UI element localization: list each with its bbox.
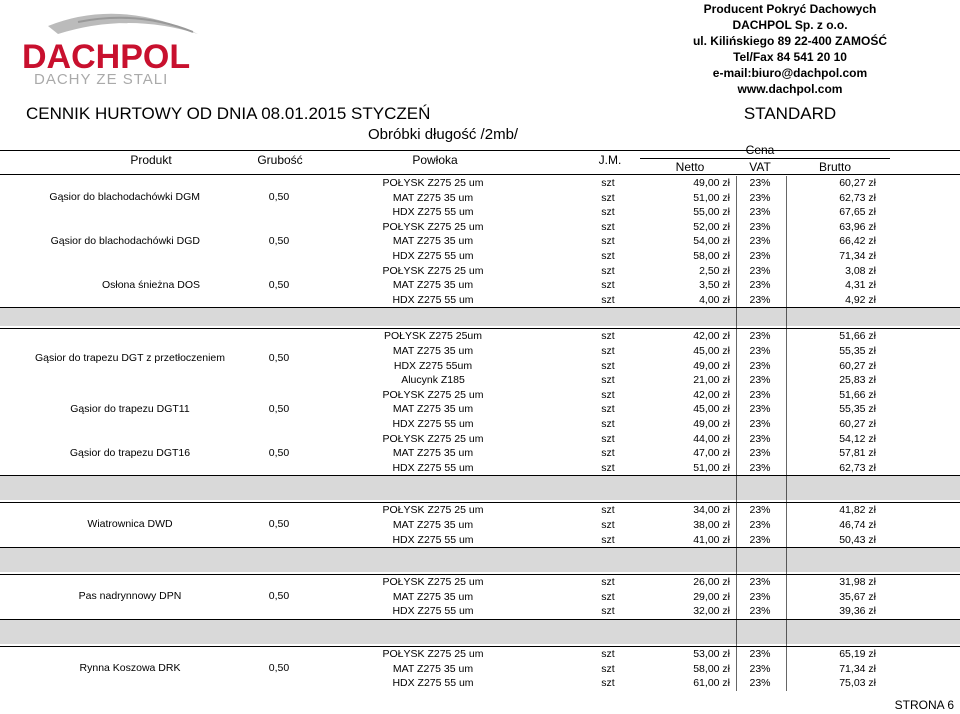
page-number: STRONA 6 <box>894 698 954 712</box>
vline-vat-brutto <box>786 176 787 691</box>
cell-coating: POŁYSK Z275 25 um <box>382 388 484 401</box>
cell-price-net: 42,00 zł <box>693 330 730 343</box>
cell-unit: szt <box>601 662 615 675</box>
cell-unit: szt <box>601 432 615 445</box>
cell-price-net: 2,50 zł <box>699 264 730 277</box>
table-row <box>0 503 960 518</box>
cell-coating: POŁYSK Z275 25 um <box>382 432 484 445</box>
cell-coating: MAT Z275 35 um <box>392 279 474 292</box>
cell-price-gross: 60,27 zł <box>839 418 876 430</box>
cell-coating: HDX Z275 55 um <box>392 418 474 430</box>
cell-unit: szt <box>601 590 615 603</box>
table-row <box>0 293 960 308</box>
cell-price-net: 4,00 zł <box>699 293 730 306</box>
cell-coating: MAT Z275 35 um <box>392 345 474 357</box>
cell-vat-rate: 23% <box>749 533 771 546</box>
cell-coating: Alucynk Z185 <box>401 374 465 387</box>
cell-price-gross: 25,83 zł <box>839 374 876 387</box>
company-line: Tel/Fax 84 541 20 10 <box>733 50 847 64</box>
cell-unit: szt <box>601 447 615 460</box>
table-row <box>0 373 960 388</box>
table-row <box>0 417 960 432</box>
cell-price-net: 26,00 zł <box>693 576 730 589</box>
cell-price-gross: 55,35 zł <box>839 345 876 357</box>
cell-price-net: 51,00 zł <box>693 461 730 474</box>
cell-coating: HDX Z275 55um <box>393 359 473 372</box>
cell-price-net: 52,00 zł <box>693 220 730 233</box>
header-bottom-line <box>0 174 960 175</box>
table-row <box>0 249 960 264</box>
cell-unit: szt <box>601 206 615 219</box>
cell-coating: POŁYSK Z275 25 um <box>382 648 484 660</box>
cell-vat-rate: 23% <box>749 374 771 387</box>
cell-unit: szt <box>601 533 615 546</box>
cell-price-net: 47,00 zł <box>693 447 730 460</box>
cell-coating: MAT Z275 35 um <box>392 519 474 531</box>
product-thickness: 0,50 <box>268 661 290 674</box>
cell-price-gross: 4,92 zł <box>845 293 876 306</box>
cell-vat-rate: 23% <box>749 345 771 357</box>
cell-price-gross: 46,74 zł <box>839 519 876 531</box>
cell-price-gross: 4,31 zł <box>845 279 876 292</box>
subtitle: Obróbki długość /2mb/ <box>368 126 519 143</box>
cell-unit: szt <box>601 293 615 306</box>
company-line: ul. Kilińskiego 89 22-400 ZAMOŚĆ <box>692 34 888 48</box>
cell-price-net: 45,00 zł <box>693 403 730 416</box>
cell-coating: MAT Z275 35 um <box>392 403 474 416</box>
cell-vat-rate: 23% <box>749 605 771 618</box>
cell-price-gross: 31,98 zł <box>839 576 876 589</box>
cell-unit: szt <box>601 648 615 660</box>
company-line: www.dachpol.com <box>737 82 843 96</box>
dachpol-logo <box>18 4 228 86</box>
cell-coating: POŁYSK Z275 25 um <box>382 264 484 277</box>
table-row <box>0 329 960 344</box>
cell-unit: szt <box>601 461 615 474</box>
cell-unit: szt <box>601 576 615 589</box>
cell-price-gross: 63,96 zł <box>839 220 876 233</box>
product-name: Rynna Koszowa DRK <box>79 661 181 674</box>
group-separator <box>0 620 960 644</box>
cell-coating: HDX Z275 55 um <box>392 605 474 618</box>
cena-underline <box>640 158 890 159</box>
cell-price-gross: 71,34 zł <box>839 250 876 262</box>
cell-price-gross: 60,27 zł <box>839 177 876 189</box>
cell-coating: POŁYSK Z275 25 um <box>382 576 484 589</box>
cell-vat-rate: 23% <box>749 418 771 430</box>
group-separator <box>0 548 960 572</box>
cell-price-gross: 71,34 zł <box>839 662 876 675</box>
cell-vat-rate: 23% <box>749 432 771 445</box>
cell-unit: szt <box>601 177 615 189</box>
cell-price-net: 61,00 zł <box>693 677 730 690</box>
cell-price-gross: 50,43 zł <box>839 533 876 546</box>
cell-coating: POŁYSK Z275 25 um <box>382 504 484 517</box>
separator-line <box>0 547 960 548</box>
table-row <box>0 388 960 403</box>
cell-price-net: 34,00 zł <box>693 504 730 517</box>
cell-unit: szt <box>601 403 615 416</box>
table-row <box>0 176 960 191</box>
table-row <box>0 446 960 461</box>
cell-price-net: 54,00 zł <box>693 235 730 248</box>
product-thickness: 0,50 <box>268 351 290 364</box>
logo-swoosh-icon <box>18 4 228 86</box>
cell-coating: MAT Z275 35 um <box>392 590 474 603</box>
cell-price-net: 42,00 zł <box>693 388 730 401</box>
cell-price-gross: 75,03 zł <box>839 677 876 690</box>
table-row <box>0 278 960 293</box>
product-name: Gąsior do trapezu DGT z przetłoczeniem <box>34 351 226 364</box>
product-name: Pas nadrynnowy DPN <box>78 590 182 603</box>
cell-price-net: 29,00 zł <box>693 590 730 603</box>
cell-unit: szt <box>601 677 615 690</box>
cell-vat-rate: 23% <box>749 264 771 277</box>
cell-unit: szt <box>601 264 615 277</box>
cell-unit: szt <box>601 359 615 372</box>
cell-price-gross: 39,36 zł <box>839 605 876 618</box>
cell-vat-rate: 23% <box>749 293 771 306</box>
cell-vat-rate: 23% <box>749 576 771 589</box>
cell-price-gross: 51,66 zł <box>839 388 876 401</box>
header-powloka: Powłoka <box>412 153 458 167</box>
table-row <box>0 432 960 447</box>
table-row <box>0 518 960 533</box>
cell-price-gross: 62,73 zł <box>839 461 876 474</box>
cell-vat-rate: 23% <box>749 403 771 416</box>
header-cena: Cena <box>745 143 775 157</box>
cell-price-net: 53,00 zł <box>693 648 730 660</box>
cell-coating: POŁYSK Z275 25 um <box>382 220 484 233</box>
table-row <box>0 234 960 249</box>
cell-unit: szt <box>601 504 615 517</box>
product-name: Gąsior do trapezu DGT16 <box>69 446 191 459</box>
cell-price-net: 49,00 zł <box>693 177 730 189</box>
cell-price-gross: 62,73 zł <box>839 191 876 204</box>
table-row <box>0 590 960 605</box>
table-row <box>0 359 960 374</box>
cell-unit: szt <box>601 345 615 357</box>
cell-coating: MAT Z275 35 um <box>392 447 474 460</box>
table-row <box>0 575 960 590</box>
group-separator <box>0 476 960 500</box>
cell-unit: szt <box>601 279 615 292</box>
cell-price-gross: 54,12 zł <box>839 432 876 445</box>
table-row <box>0 662 960 677</box>
cell-vat-rate: 23% <box>749 359 771 372</box>
cell-vat-rate: 23% <box>749 177 771 189</box>
table-row <box>0 461 960 476</box>
cell-coating: HDX Z275 55 um <box>392 533 474 546</box>
group-separator <box>0 308 960 326</box>
cell-vat-rate: 23% <box>749 250 771 262</box>
table-row <box>0 191 960 206</box>
cell-vat-rate: 23% <box>749 330 771 343</box>
cell-price-net: 38,00 zł <box>693 519 730 531</box>
cell-price-gross: 67,65 zł <box>839 206 876 219</box>
cell-vat-rate: 23% <box>749 220 771 233</box>
product-name: Wiatrownica DWD <box>87 518 173 531</box>
cell-vat-rate: 23% <box>749 191 771 204</box>
header-grubosc: Grubość <box>257 153 303 167</box>
cell-price-net: 51,00 zł <box>693 191 730 204</box>
cell-price-net: 21,00 zł <box>693 374 730 387</box>
product-name: Osłona śnieżna DOS <box>101 278 200 291</box>
cell-vat-rate: 23% <box>749 648 771 660</box>
logo-tagline: DACHY ZE STALI <box>34 71 169 86</box>
cell-price-net: 44,00 zł <box>693 432 730 445</box>
product-thickness: 0,50 <box>268 590 290 603</box>
cell-price-gross: 60,27 zł <box>839 359 876 372</box>
cell-price-net: 49,00 zł <box>693 359 730 372</box>
cell-vat-rate: 23% <box>749 235 771 248</box>
header-vat: VAT <box>749 160 771 174</box>
vline-netto-vat <box>736 176 737 691</box>
cell-vat-rate: 23% <box>749 519 771 531</box>
header-brutto: Brutto <box>818 160 851 174</box>
table-row <box>0 264 960 279</box>
cell-vat-rate: 23% <box>749 206 771 219</box>
separator-line <box>0 307 960 308</box>
table-row <box>0 533 960 548</box>
product-thickness: 0,50 <box>268 234 290 247</box>
cell-coating: POŁYSK Z275 25um <box>383 330 483 343</box>
product-name: Gąsior do blachodachówki DGM <box>49 190 200 203</box>
cell-price-net: 41,00 zł <box>693 533 730 546</box>
cell-unit: szt <box>601 388 615 401</box>
cell-price-net: 58,00 zł <box>693 250 730 262</box>
cell-coating: HDX Z275 55 um <box>392 461 474 474</box>
cell-price-gross: 66,42 zł <box>839 235 876 248</box>
product-thickness: 0,50 <box>268 278 290 291</box>
product-thickness: 0,50 <box>268 518 290 531</box>
product-name: Gąsior do blachodachówki DGD <box>50 234 200 247</box>
cell-vat-rate: 23% <box>749 504 771 517</box>
separator-line <box>0 475 960 476</box>
cell-vat-rate: 23% <box>749 447 771 460</box>
cell-price-net: 49,00 zł <box>693 418 730 430</box>
cell-coating: HDX Z275 55 um <box>392 250 474 262</box>
header-jm: J.M. <box>598 153 622 167</box>
cell-unit: szt <box>601 418 615 430</box>
cell-unit: szt <box>601 374 615 387</box>
cell-vat-rate: 23% <box>749 677 771 690</box>
cell-price-gross: 35,67 zł <box>839 590 876 603</box>
company-line: Producent Pokryć Dachowych <box>703 2 877 16</box>
cell-vat-rate: 23% <box>749 662 771 675</box>
cell-price-gross: 55,35 zł <box>839 403 876 416</box>
logo-brand: DACHPOL <box>22 38 191 76</box>
cell-unit: szt <box>601 191 615 204</box>
cell-price-gross: 51,66 zł <box>839 330 876 343</box>
cell-price-net: 3,50 zł <box>699 279 730 292</box>
cell-vat-rate: 23% <box>749 388 771 401</box>
cell-coating: MAT Z275 35 um <box>392 662 474 675</box>
cell-price-net: 45,00 zł <box>693 345 730 357</box>
product-thickness: 0,50 <box>268 402 290 415</box>
cell-coating: HDX Z275 55 um <box>392 677 474 690</box>
cell-coating: MAT Z275 35 um <box>392 235 474 248</box>
table-row <box>0 220 960 235</box>
cell-coating: HDX Z275 55 um <box>392 206 474 219</box>
company-line: e-mail:biuro@dachpol.com <box>712 66 868 80</box>
standard-label: STANDARD <box>743 104 837 123</box>
cell-unit: szt <box>601 235 615 248</box>
cell-vat-rate: 23% <box>749 590 771 603</box>
table-row <box>0 205 960 220</box>
cell-coating: HDX Z275 55 um <box>392 293 474 306</box>
cell-vat-rate: 23% <box>749 461 771 474</box>
cell-price-gross: 65,19 zł <box>839 648 876 660</box>
table-row <box>0 402 960 417</box>
table-row <box>0 647 960 662</box>
table-row <box>0 676 960 691</box>
product-thickness: 0,50 <box>268 190 290 203</box>
cell-price-net: 58,00 zł <box>693 662 730 675</box>
header-netto: Netto <box>675 160 705 174</box>
table-row <box>0 344 960 359</box>
cell-coating: MAT Z275 35 um <box>392 191 474 204</box>
cell-unit: szt <box>601 250 615 262</box>
header-top-line <box>0 150 960 151</box>
cell-unit: szt <box>601 519 615 531</box>
cell-price-gross: 3,08 zł <box>845 264 876 277</box>
cell-unit: szt <box>601 330 615 343</box>
cell-vat-rate: 23% <box>749 279 771 292</box>
header-produkt: Produkt <box>130 153 172 167</box>
cell-unit: szt <box>601 605 615 618</box>
cell-price-gross: 41,82 zł <box>839 504 876 517</box>
separator-line <box>0 619 960 620</box>
product-name: Gąsior do trapezu DGT11 <box>70 402 190 415</box>
company-line: DACHPOL Sp. z o.o. <box>732 18 848 32</box>
table-row <box>0 604 960 619</box>
cell-unit: szt <box>601 220 615 233</box>
cell-price-net: 32,00 zł <box>693 605 730 618</box>
page-title: CENNIK HURTOWY OD DNIA 08.01.2015 STYCZEŃ <box>26 104 431 123</box>
cell-price-net: 55,00 zł <box>693 206 730 219</box>
cell-price-gross: 57,81 zł <box>839 447 876 460</box>
product-thickness: 0,50 <box>268 446 290 459</box>
cell-coating: POŁYSK Z275 25 um <box>382 177 484 189</box>
